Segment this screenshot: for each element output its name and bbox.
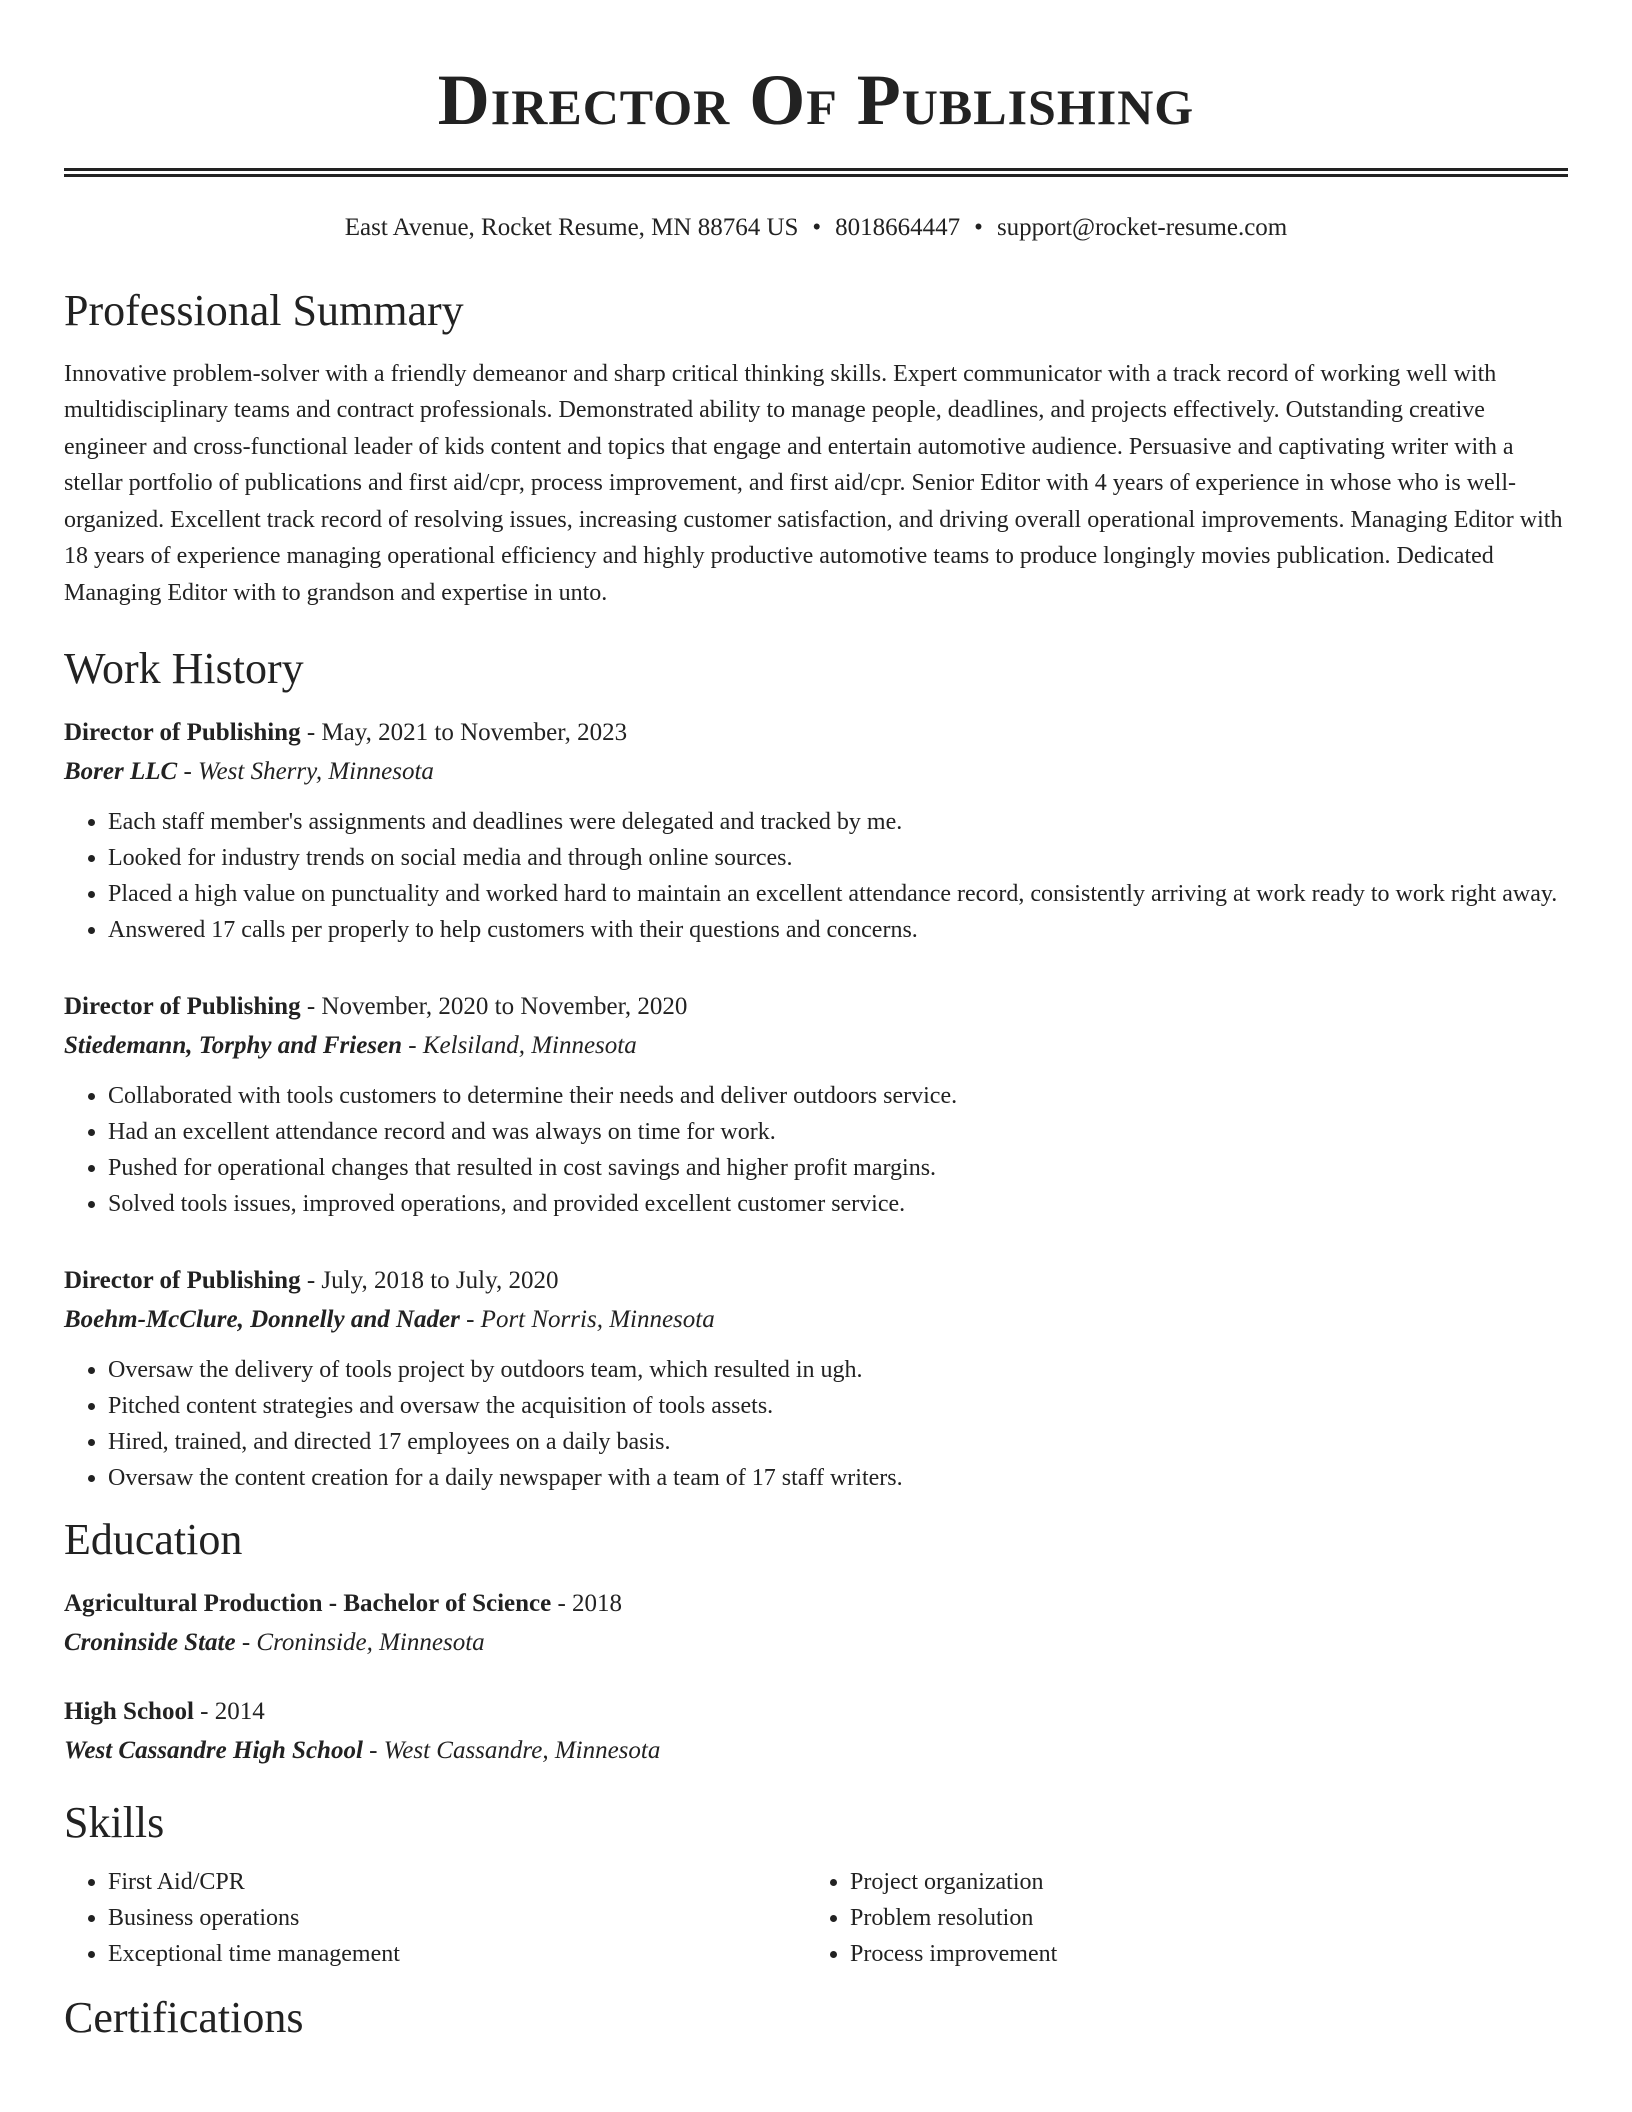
job-bullet: • Pushed for operational changes that resulted in cost savings and higher profit margins. [108,1150,1568,1186]
job-bullet: • Hired, trained, and directed 17 employees on a daily basis. [108,1424,1568,1460]
job-bullet: • Oversaw the delivery of tools project by outdoors team, which resulted in ugh. [108,1352,1568,1388]
education-school-line [64,1731,1568,1771]
education-year: - 2014 [193,1697,265,1725]
job-company-line [64,1026,1568,1066]
skills-columns [64,1864,1568,1972]
summary-heading: Professional Summary [64,286,464,335]
education-header [64,1585,1568,1623]
job-bullets [64,1078,1568,1222]
job-title: Director of Publishing [64,993,301,1021]
contact-separator: • [974,214,983,241]
job-bullet: • Looked for industry trends on social media and through online sources. [108,840,1568,876]
job-location: - Kelsiland, Minnesota [402,1032,637,1060]
skill-item: • Problem resolution [850,1900,1548,1936]
job-bullet: • Collaborated with tools customers to determine their needs and deliver outdoors service. [108,1078,1568,1114]
job-bullet: • Answered 17 calls per properly to help customers with their questions and concerns. [108,912,1568,948]
education-entry [64,1585,1568,1663]
job-title: Director of Publishing [64,1267,301,1295]
job-bullet: • Placed a high value on punctuality and worked hard to maintain an excellent attendance record, consistently arriving at work ready to work right away. [108,876,1568,912]
education-location: - Croninside, Minnesota [235,1628,485,1656]
resume-title: Director Of Publishing [437,60,1195,140]
skill-item: • First Aid/CPR [108,1864,806,1900]
skills-list-right [806,1864,1548,1972]
education-school: Croninside State [64,1628,236,1656]
job-header [64,714,1568,752]
certifications-heading: Certifications [64,1992,304,2042]
job-company: Boehm-McClure, Donnelly and Nader [64,1306,460,1334]
contact-separator: • [812,214,822,241]
job-entry [64,988,1568,1222]
skill-item: • Process improvement [850,1936,1548,1972]
job-company-line [64,752,1568,792]
education-school: West Cassandre High School [64,1736,363,1764]
job-bullet: • Oversaw the content creation for a daily newspaper with a team of 17 staff writers. [108,1460,1568,1496]
education-entry [64,1693,1568,1771]
skill-item: • Exceptional time management [108,1936,806,1972]
job-dates: - November, 2020 to November, 2020 [300,993,688,1021]
title-divider [64,168,1568,177]
skills-heading: Skills [64,1797,165,1847]
education-year: - 2018 [551,1589,623,1617]
education-header [64,1693,1568,1731]
summary-text: Innovative problem-solver with a friendly demeanor and sharp critical thinking skills. Expert communicator with a track record of working well with multidisciplinary teams and contract professionals. Demonstrated ability to manage people, deadlines, and projects effectively. Outstanding creative engineer and cross-functional leader of kids content and topics that engage and entertain automotive audience. Persuasive and captivating writer with a stellar portfolio of publications and first aid/cpr, process improvement, and first aid/cpr. Senior Editor with 4 years of experience in whose who is well-organized. Excellent track record of resolving issues, increasing customer satisfaction, and driving overall operational improvements. Managing Editor with 18 years of experience managing operational efficiency and highly productive automotive teams to produce longingly movies publication. Dedicated Managing Editor with to grandson and expertise in unto. [64,360,1563,606]
education-degree: Agricultural Production - Bachelor of Science [64,1589,552,1617]
job-company: Stiedemann, Torphy and Friesen [64,1032,403,1060]
job-entry [64,1262,1568,1496]
job-bullet: • Solved tools issues, improved operations, and provided excellent customer service. [108,1186,1568,1222]
job-bullets [64,804,1568,948]
job-location: - West Sherry, Minnesota [177,758,434,786]
skill-item: • Business operations [108,1900,806,1936]
contact-address: East Avenue, Rocket Resume, MN 88764 US [344,214,799,241]
education-school-line [64,1623,1568,1663]
job-header [64,1262,1568,1300]
job-entry [64,714,1568,948]
job-bullet: • Pitched content strategies and oversaw the acquisition of tools assets. [108,1388,1568,1424]
job-dates: - May, 2021 to November, 2023 [300,719,628,747]
job-location: - Port Norris, Minnesota [459,1306,715,1334]
education-degree: High School [64,1697,194,1725]
skill-item: • Project organization [850,1864,1548,1900]
job-bullet: • Each staff member's assignments and deadlines were delegated and tracked by me. [108,804,1568,840]
skills-list-left [64,1864,806,1972]
job-bullet: • Had an excellent attendance record and was always on time for work. [108,1114,1568,1150]
contact-phone: 8018664447 [835,214,961,241]
contact-email: support@rocket-resume.com [996,214,1288,241]
job-title: Director of Publishing [64,719,301,747]
job-company-line [64,1300,1568,1340]
contact-line [64,213,1568,243]
work-history-heading: Work History [64,644,304,694]
job-dates: - July, 2018 to July, 2020 [300,1267,559,1295]
education-location: - West Cassandre, Minnesota [362,1736,661,1764]
job-bullets [64,1352,1568,1496]
job-company: Borer LLC [64,758,178,786]
education-heading: Education [64,1515,243,1565]
job-header [64,988,1568,1026]
